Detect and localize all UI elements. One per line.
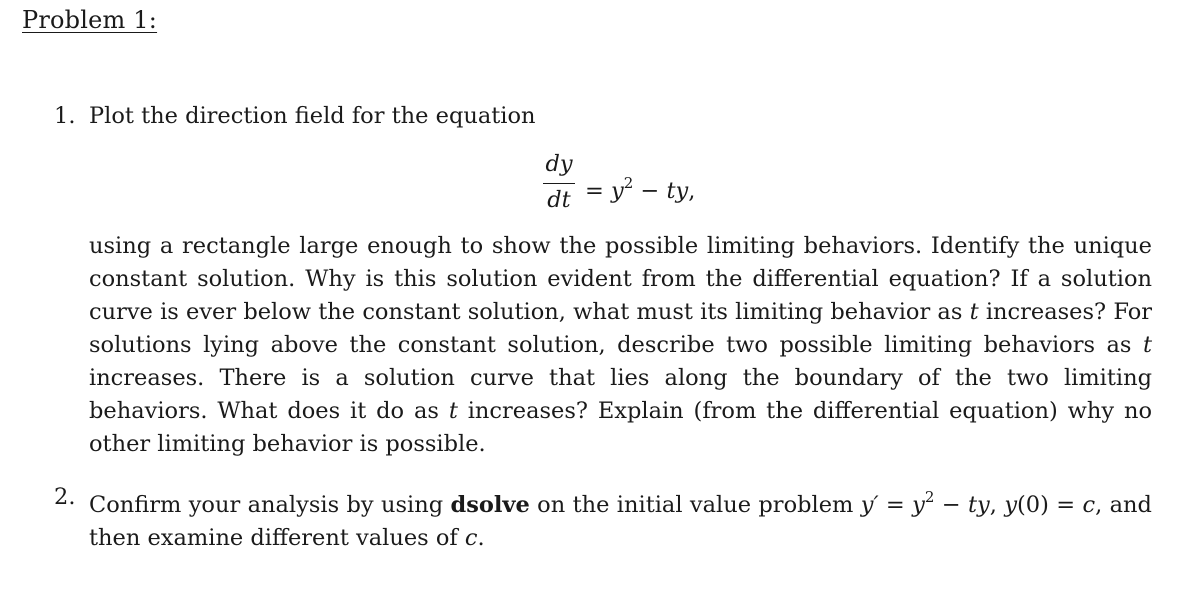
fraction-denominator: dt	[547, 187, 571, 213]
equation-rhs	[585, 169, 695, 205]
differential-equation	[541, 150, 761, 216]
math-paren-zero: (0)	[1017, 492, 1049, 518]
rhs-var-ty: ty	[666, 178, 689, 204]
item-2-text-a: Confirm your analysis by using	[89, 492, 451, 518]
var-t: t	[448, 398, 458, 424]
rhs-exponent: 2	[623, 174, 634, 192]
rhs-suffix: ,	[688, 178, 696, 204]
rhs-minus: −	[633, 178, 667, 204]
math-comma: ,	[989, 492, 1005, 518]
item-number: 1.	[54, 103, 76, 129]
math-ty: ty	[968, 492, 990, 518]
item-number: 2.	[54, 484, 76, 510]
math-y-prime: y′	[860, 492, 879, 518]
paragraph-seg-3: increases. There is a solution curve that lies along the boundary of the two limiting behaviors. What does it do as	[89, 365, 1152, 424]
math-equals: =	[878, 492, 913, 518]
paragraph-seg-4: increases? Explain (from the differential equation) why no other limiting behavior is possible.	[89, 398, 1152, 457]
paragraph-seg-2: increases? For solutions lying above the constant solution, describe two possible limiting behaviors as	[89, 299, 1152, 358]
rhs-prefix: =	[585, 178, 612, 204]
list-item-2	[54, 481, 1154, 551]
math-y: y	[912, 492, 925, 518]
item-lead-text: Plot the direction field for the equation	[89, 103, 536, 129]
math-equals: =	[1048, 492, 1083, 518]
math-exponent: 2	[924, 488, 935, 506]
item-1-paragraph	[89, 230, 1152, 461]
rhs-var-y: y	[611, 178, 624, 204]
var-t: t	[1142, 332, 1152, 358]
fraction-numerator: dy	[545, 151, 573, 177]
item-2-text-end: .	[477, 525, 485, 551]
math-minus: −	[934, 492, 969, 518]
problem-heading: Problem 1:	[22, 6, 158, 34]
item-2-paragraph	[89, 481, 1152, 555]
dsolve-keyword: dsolve	[450, 492, 530, 518]
math-y-initial: y	[1004, 492, 1018, 518]
var-t: t	[969, 299, 979, 325]
paragraph-seg-1: using a rectangle large enough to show the possible limiting behaviors. Identify the unique constant solution. Why is this solution evident from the differential equation? If a solution curve is ever below the constant solution, what must its limiting behavior as	[89, 233, 1152, 325]
item-2-text-c: , and then examine different values of	[89, 492, 1152, 551]
item-2-text-b: on the initial value problem	[529, 492, 861, 518]
list-item-1	[54, 100, 1154, 460]
fraction-bar	[543, 183, 575, 184]
var-c: c	[464, 525, 478, 551]
math-c: c	[1082, 492, 1096, 518]
